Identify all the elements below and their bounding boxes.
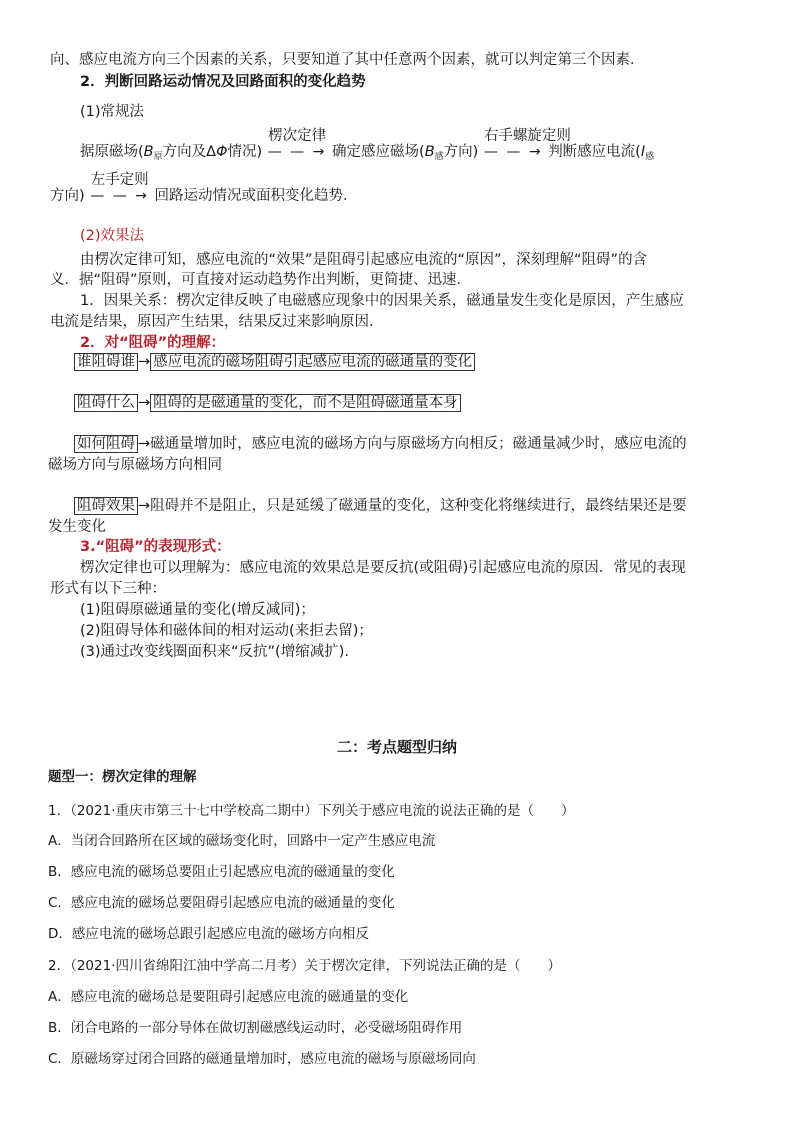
question-type-title: 题型一：楞次定律的理解 bbox=[48, 769, 197, 785]
zuai-forms-line1: 楞次定律也可以理解为：感应电流的效果总是要反抗(或阻碍)引起感应电流的原因．常见的表现 bbox=[80, 560, 686, 576]
question-1-option-b: B．感应电流的磁场总要阻止引起感应电流的磁通量的变化 bbox=[48, 864, 395, 880]
zuai-understanding-title: 2．对“阻碍”的理解： bbox=[80, 335, 226, 351]
question-1-stem: 1．（2021·重庆市第三十七中学校高二期中）下列关于感应电流的说法正确的是（ ） bbox=[48, 803, 575, 819]
zuai-form-item-1: (1)阻碍原磁通量的变化(增反减同)； bbox=[80, 602, 315, 618]
cause-effect-line1: 1．因果关系：楞次定律反映了电磁感应现象中的因果关系，磁通量发生变化是原因，产生感应 bbox=[80, 293, 684, 309]
question-2-option-c: C．原磁场穿过闭合回路的磁通量增加时，感应电流的磁场与原磁场同向 bbox=[48, 1051, 476, 1067]
heading-judge-motion: 2．判断回路运动情况及回路面积的变化趋势 bbox=[80, 74, 366, 90]
arrow-left-hand-rule: 左手定则 — — → bbox=[90, 172, 149, 204]
method2-title: (2)效果法 bbox=[80, 228, 145, 244]
zuai-forms-line2: 形式有以下三种： bbox=[50, 581, 166, 597]
method1-flow-line1: 据原磁场($B_原$方向及ΔΦ情况) 楞次定律 — — → 确定感应磁场($B_感$方向) 右手螺旋定则 — — → 判断感应电流($I_感$ bbox=[80, 128, 655, 162]
question-1-option-d: D．感应电流的磁场总跟引起感应电流的磁场方向相反 bbox=[48, 926, 369, 942]
zuai-form-item-2: (2)阻碍导体和磁体间的相对运动(来拒去留)； bbox=[80, 623, 373, 639]
section-title: 二：考点题型归纳 bbox=[336, 738, 457, 756]
hinder-effect-line2: 发生变化 bbox=[48, 519, 106, 535]
question-2-option-a: A．感应电流的磁场总是要阻碍引起感应电流的磁通量的变化 bbox=[48, 989, 409, 1005]
question-1-option-c: C．感应电流的磁场总要阻碍引起感应电流的磁通量的变化 bbox=[48, 895, 395, 911]
intro-line: 向、感应电流方向三个因素的关系，只要知道了其中任意两个因素，就可以判定第三个因素． bbox=[50, 52, 645, 68]
what-is-hindered: 阻碍什么 → 阻碍的是磁通量的变化，而不是阻碍磁通量本身 bbox=[74, 393, 461, 413]
question-2-stem: 2．（2021·四川省绵阳江油中学高二月考）关于楞次定律，下列说法正确的是（ ） bbox=[48, 958, 561, 974]
method2-para-line1: 由楞次定律可知，感应电流的“效果”是阻碍引起感应电流的“原因”，深刻理解“阻碍”的含 bbox=[80, 252, 648, 268]
question-2-option-b: B．闭合电路的一部分导体在做切割磁感线运动时，必受磁场阻碍作用 bbox=[48, 1020, 463, 1036]
who-hinders-who: 谁阻碍谁 → 感应电流的磁场阻碍引起感应电流的磁通量的变化 bbox=[74, 352, 475, 372]
question-1-option-a: A．当闭合回路所在区域的磁场变化时，回路中一定产生感应电流 bbox=[48, 833, 436, 849]
arrow-lenz-law: 楞次定律 — — → bbox=[267, 128, 327, 160]
arrow-right-hand-rule: 右手螺旋定则 — — → bbox=[483, 128, 571, 160]
hinder-effect-line1: 阻碍效果 →阻碍并不是阻止，只是延缓了磁通量的变化，这种变化将继续进行，最终结果还是要 bbox=[74, 496, 687, 516]
method1-flow-line2: 方向) 左手定则 — — → 回路运动情况或面积变化趋势． bbox=[50, 172, 358, 204]
how-to-hinder-line1: 如何阻碍 →磁通量增加时，感应电流的磁场方向与原磁场方向相反；磁通量减少时，感应电流的 bbox=[74, 434, 687, 454]
zuai-forms-title: 3.“阻碍”的表现形式： bbox=[80, 539, 231, 555]
zuai-form-item-3: (3)通过改变线圈面积来“反抗”(增缩减扩). bbox=[80, 644, 349, 660]
method1-title: (1)常规法 bbox=[80, 104, 145, 120]
cause-effect-line2: 电流是结果，原因产生结果，结果反过来影响原因． bbox=[50, 314, 384, 330]
method2-para-line2: 义．据“阻碍”原则，可直接对运动趋势作出判断，更简捷、迅速． bbox=[50, 272, 472, 288]
how-to-hinder-line2: 磁场方向与原磁场方向相同 bbox=[48, 457, 222, 473]
